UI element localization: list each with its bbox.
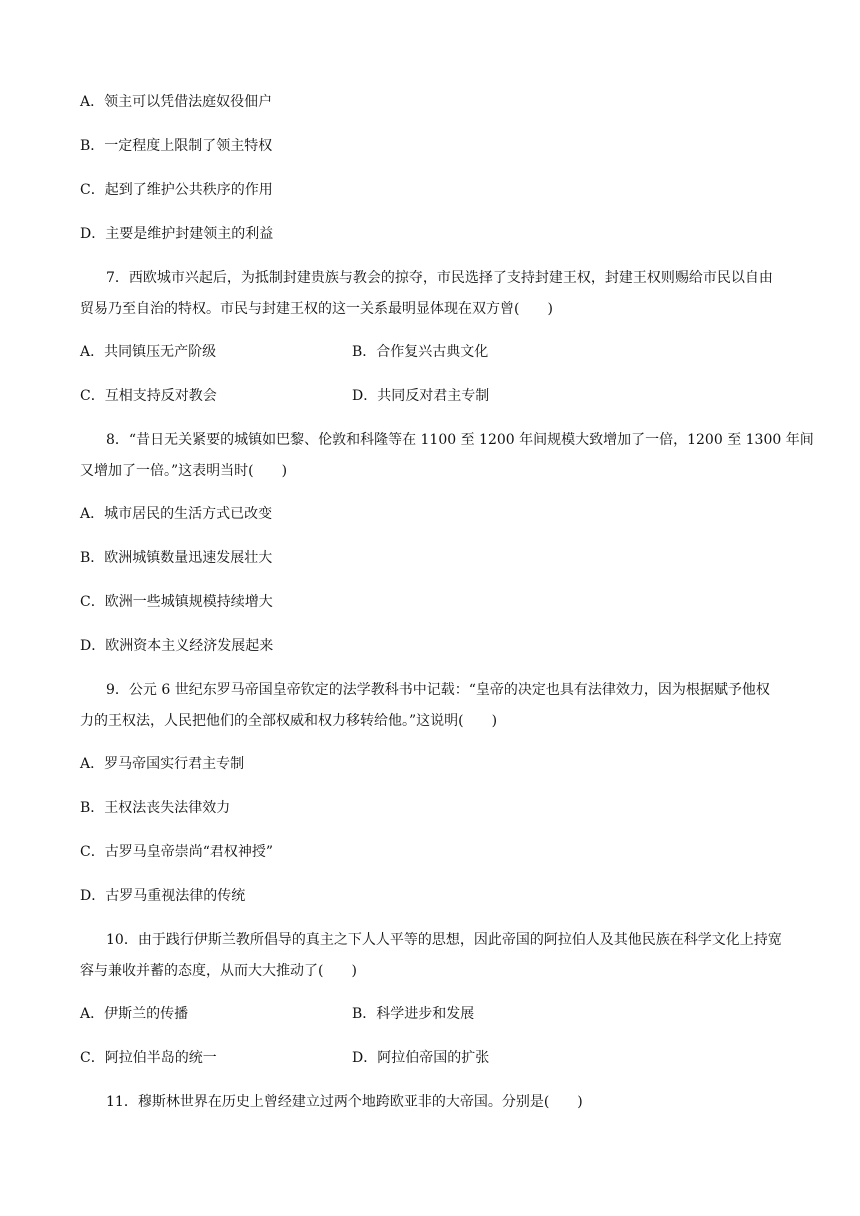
q7-stem-line2: 贸易乃至自治的特权。市民与封建王权的这一关系最明显体现在双方曾( ) <box>80 301 553 317</box>
q8-option-d: D．欧洲资本主义经济发展起来 <box>80 638 274 654</box>
q8-option-b: B．欧洲城镇数量迅速发展壮大 <box>80 550 273 566</box>
q10-option-d: D．阿拉伯帝国的扩张 <box>352 1050 490 1066</box>
q8-stem-line2: 又增加了一倍。”这表明当时( ) <box>80 463 288 479</box>
q7-option-c: C．互相支持反对教会 <box>80 388 217 404</box>
q6-option-b: B．一定程度上限制了领主特权 <box>80 138 273 154</box>
q9-option-a: A．罗马帝国实行君主专制 <box>80 756 245 772</box>
q9-option-b: B．王权法丧失法律效力 <box>80 800 231 816</box>
q8-option-a: A．城市居民的生活方式已改变 <box>80 506 273 522</box>
q7-stem-line1: 7．西欧城市兴起后，为抵制封建贵族与教会的掠夺，市民选择了支持封建王权，封建王权则赐给市民以自由 <box>106 270 773 286</box>
q6-option-d: D．主要是维护封建领主的利益 <box>80 226 274 242</box>
q6-option-a: A．领主可以凭借法庭奴役佃户 <box>80 94 273 110</box>
q9-stem-line1: 9．公元 6 世纪东罗马帝国皇帝钦定的法学教科书中记载：“皇帝的决定也具有法律效力，因为根据赋予他权 <box>106 682 770 698</box>
q11-stem-line1: 11．穆斯林世界在历史上曾经建立过两个地跨欧亚非的大帝国。分别是( ) <box>106 1094 583 1110</box>
q8-stem-line1: 8．“昔日无关紧要的城镇如巴黎、伦敦和科隆等在 1100 至 1200 年间规模大致增加了一倍，1200 至 1300 年间 <box>106 432 814 448</box>
q7-option-d: D．共同反对君主专制 <box>352 388 490 404</box>
q6-option-c: C．起到了维护公共秩序的作用 <box>80 182 273 198</box>
q10-stem-line1: 10．由于践行伊斯兰教所倡导的真主之下人人平等的思想，因此帝国的阿拉伯人及其他民族在科学文化上持宽 <box>106 932 782 948</box>
q9-stem-line2: 力的王权法，人民把他们的全部权威和权力移转给他。”这说明( ) <box>80 713 498 729</box>
q9-option-c: C．古罗马皇帝崇尚“君权神授” <box>80 844 274 860</box>
q10-stem-line2: 容与兼收并蓄的态度，从而大大推动了( ) <box>80 963 357 979</box>
q7-option-a: A．共同镇压无产阶级 <box>80 344 217 360</box>
q10-option-a: A．伊斯兰的传播 <box>80 1006 189 1022</box>
q10-option-b: B．科学进步和发展 <box>352 1006 475 1022</box>
q7-option-b: B．合作复兴古典文化 <box>352 344 489 360</box>
q9-option-d: D．古罗马重视法律的传统 <box>80 888 246 904</box>
q10-option-c: C．阿拉伯半岛的统一 <box>80 1050 217 1066</box>
q8-option-c: C．欧洲一些城镇规模持续增大 <box>80 594 273 610</box>
